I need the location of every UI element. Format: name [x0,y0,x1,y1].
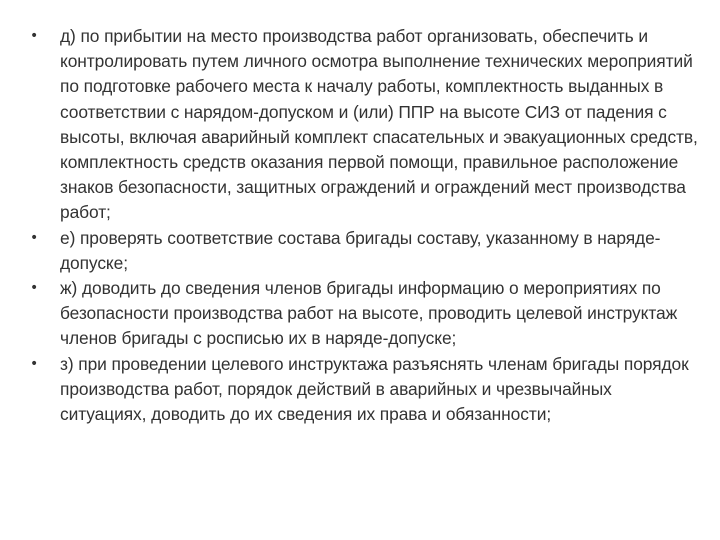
list-item [30,352,700,428]
list-item-text: е) проверять соответствие состава бригады составу, указанному в наряде-допуске; [60,227,661,273]
list-item [30,276,700,352]
list-item-text: ж) доводить до сведения членов бригады информацию о мероприятиях по безопасности производства работ на высоте, проводить целевой инструктаж членов бригады с росписью их в наряде-допуске; [60,278,678,349]
list-item-text: з) при проведении целевого инструктажа разъяснять членам бригады порядок производства работ, порядок действий в аварийных и чрезвычайных ситуациях, доводить до их сведения их права и обязанности; [60,353,689,425]
bullet-icon: • [30,229,39,246]
bullet-icon: • [30,355,39,372]
bullet-list [30,24,700,427]
list-item [30,226,700,276]
list-item [30,24,700,226]
bullet-icon: • [30,28,39,44]
bullet-icon: • [30,280,39,297]
list-item-text: д) по прибытии на место производства работ организовать, обеспечить и контролировать путем личного осмотра выполнение технических мероприятий по подготовке рабочего места к началу работы, комплектность выданных в соответствии с нарядом-допуском и (или) ППР на высоте СИЗ от падения с высоты, включая аварийный комплект спасательных и эвакуационных средств, комплектность средств оказания первой помощи, правильное расположение знаков безопасности, защитных ограждений и ограждений мест производства работ; [60,26,698,223]
